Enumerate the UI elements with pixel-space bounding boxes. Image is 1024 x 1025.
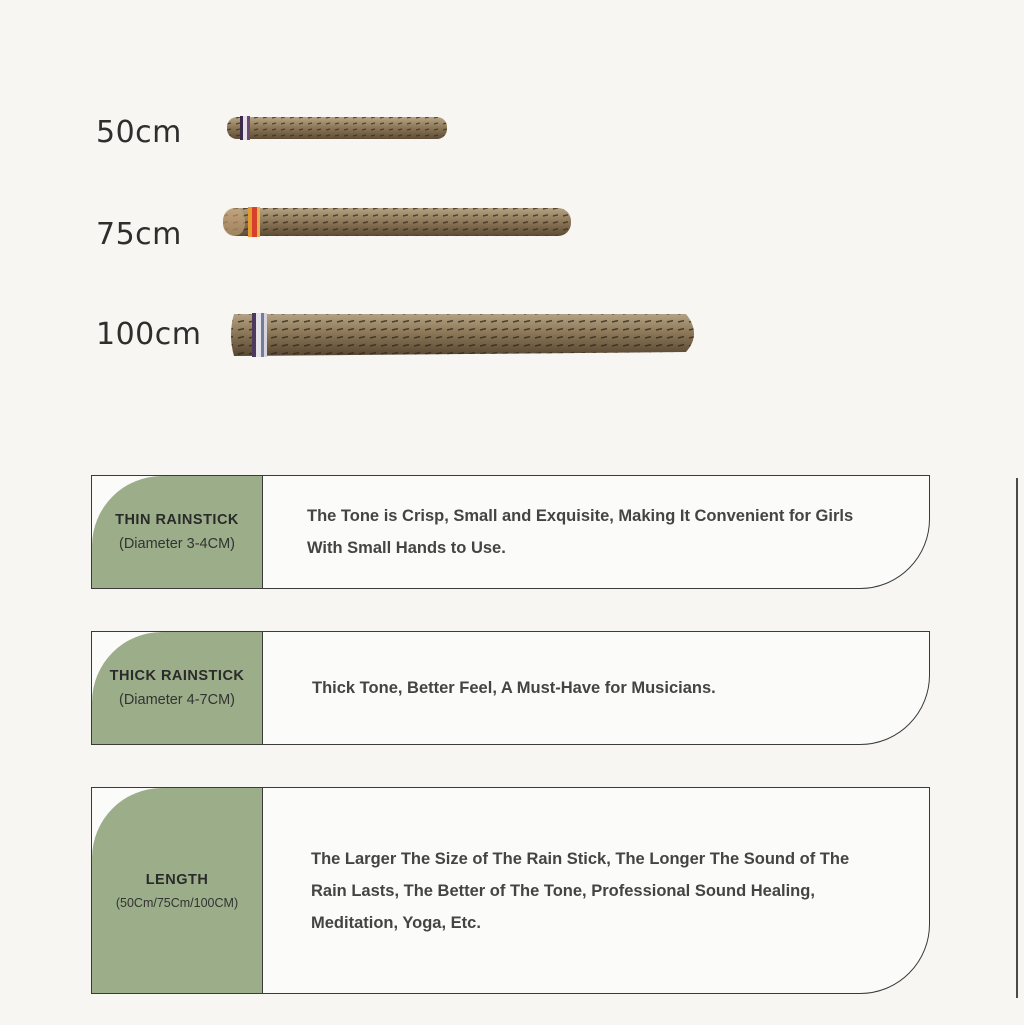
card-subtitle: (Diameter 3-4CM) — [118, 536, 235, 552]
info-card-thin — [91, 475, 930, 589]
card-tag — [92, 632, 263, 744]
size-label-50cm: 50cm — [96, 115, 182, 150]
size-label-100cm: 100cm — [96, 317, 202, 352]
card-tag — [92, 476, 263, 588]
card-title: THIN RAINSTICK — [115, 512, 239, 528]
rainstick-75cm-image — [222, 205, 572, 239]
card-title: THICK RAINSTICK — [109, 668, 245, 684]
card-tag — [92, 788, 263, 993]
card-description: The Tone is Crisp, Small and Exquisite, Making It Convenient for Girls With Small Hands to Use. — [307, 507, 854, 557]
size-label-75cm: 75cm — [96, 217, 182, 252]
card-subtitle: (Diameter 4-7CM) — [118, 692, 235, 708]
info-card-thick — [91, 631, 930, 745]
info-card-length — [91, 787, 930, 994]
rainstick-100cm-image — [226, 310, 704, 360]
card-subtitle: (50Cm/75Cm/100CM) — [115, 895, 239, 910]
card-title: LENGTH — [145, 871, 209, 888]
right-edge-divider — [1016, 478, 1018, 998]
card-description: The Larger The Size of The Rain Stick, The Longer The Sound of The Rain Lasts, The Better of The Tone, Professional Sound Healing, Meditation, Yoga, Etc. — [311, 849, 850, 932]
rainstick-50cm-image — [226, 115, 448, 141]
card-description: Thick Tone, Better Feel, A Must-Have for Musicians. — [312, 679, 716, 697]
